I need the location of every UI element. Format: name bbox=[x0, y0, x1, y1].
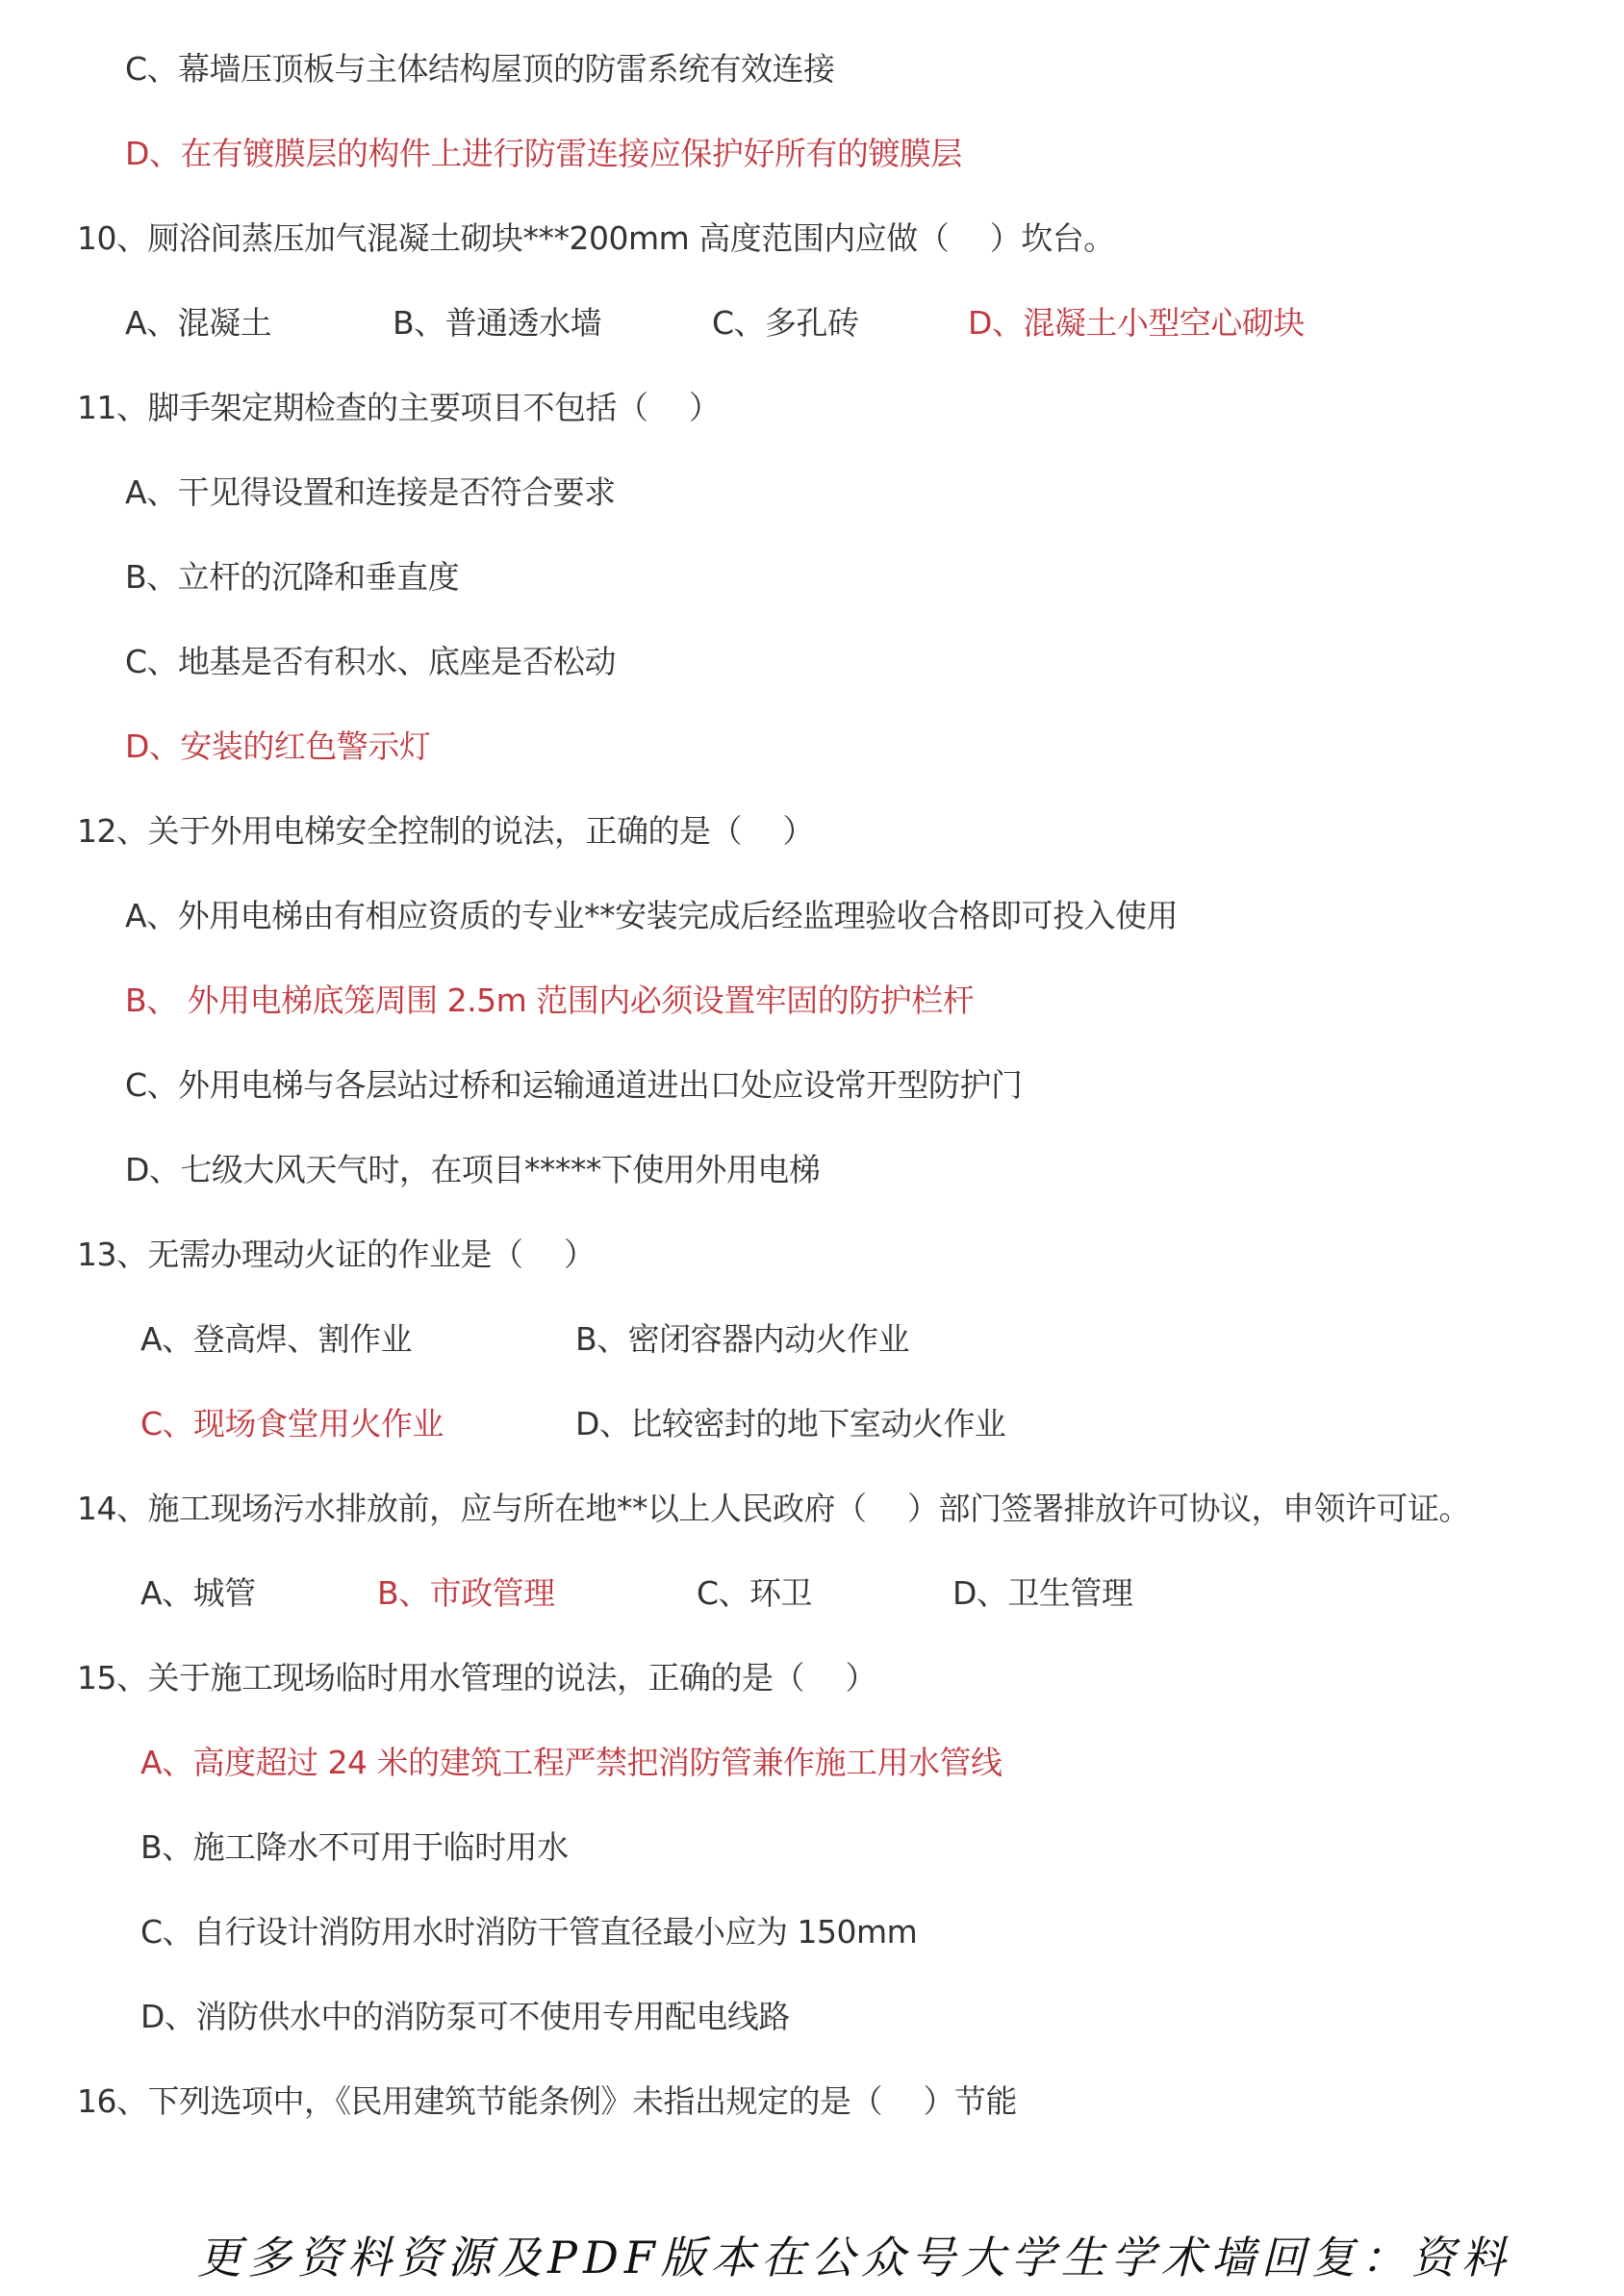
q10-option-b: B、普通透水墙 bbox=[393, 304, 602, 342]
q13-option-d: D、比较密封的地下室动火作业 bbox=[575, 1405, 1006, 1442]
question-11-stem: 11、脚手架定期检查的主要项目不包括（ ） bbox=[77, 389, 721, 426]
q14-option-c: C、环卫 bbox=[697, 1574, 813, 1612]
q11-option-b: B、立杆的沉降和垂直度 bbox=[125, 558, 460, 596]
q15-option-c: C、自行设计消防用水时消防干管直径最小应为 150mm bbox=[140, 1913, 918, 1951]
q11-option-a: A、干见得设置和连接是否符合要求 bbox=[125, 473, 616, 511]
q11-option-c: C、地基是否有积水、底座是否松动 bbox=[125, 643, 617, 680]
q12-option-d: D、七级大风天气时，在项目*****下使用外用电梯 bbox=[125, 1151, 821, 1188]
q14-option-d: D、卫生管理 bbox=[952, 1574, 1133, 1612]
q10-option-d-answer: D、混凝土小型空心砌块 bbox=[968, 304, 1305, 342]
q10-option-c: C、多孔砖 bbox=[712, 304, 859, 342]
question-13-stem: 13、无需办理动火证的作业是（ ） bbox=[77, 1236, 596, 1273]
q14-option-b-answer: B、市政管理 bbox=[377, 1574, 555, 1612]
q13-option-a: A、登高焊、割作业 bbox=[140, 1320, 413, 1358]
question-14-stem: 14、施工现场污水排放前，应与所在地**以上人民政府（ ）部门签署排放许可协议，申领许可证。 bbox=[77, 1490, 1470, 1527]
q12-option-a: A、外用电梯由有相应资质的专业**安装完成后经监理验收合格即可投入使用 bbox=[125, 897, 1179, 934]
question-16-stem: 16、下列选项中，《民用建筑节能条例》未指出规定的是（ ）节能 bbox=[77, 2082, 1017, 2120]
q15-option-d: D、消防供水中的消防泵可不使用专用配电线路 bbox=[140, 1998, 790, 2035]
q12-option-b-answer: B、 外用电梯底笼周围 2.5m 范围内必须设置牢固的防护栏杆 bbox=[125, 982, 975, 1019]
q14-option-a: A、城管 bbox=[140, 1574, 256, 1612]
q11-option-d-answer: D、安装的红色警示灯 bbox=[125, 727, 431, 765]
question-10-stem: 10、厕浴间蒸压加气混凝土砌块***200mm 高度范围内应做（ ）坎台。 bbox=[77, 219, 1115, 257]
q9-option-c: C、幕墙压顶板与主体结构屋顶的防雷系统有效连接 bbox=[125, 50, 835, 88]
q13-option-c-answer: C、现场食堂用火作业 bbox=[140, 1405, 444, 1442]
question-12-stem: 12、关于外用电梯安全控制的说法，正确的是（ ） bbox=[77, 812, 814, 850]
question-15-stem: 15、关于施工现场临时用水管理的说法，正确的是（ ） bbox=[77, 1659, 876, 1696]
footer-promo-text: 更多资料资源及PDF版本在公众号大学生学术墙回复：资料 bbox=[197, 2232, 1511, 2283]
q15-option-b: B、施工降水不可用于临时用水 bbox=[140, 1828, 569, 1866]
q15-option-a-answer: A、高度超过 24 米的建筑工程严禁把消防管兼作施工用水管线 bbox=[140, 1744, 1002, 1781]
q13-option-b: B、密闭容器内动火作业 bbox=[575, 1320, 910, 1358]
q9-option-d-answer: D、在有镀膜层的构件上进行防雷连接应保护好所有的镀膜层 bbox=[125, 135, 962, 172]
q10-option-a: A、混凝土 bbox=[125, 304, 272, 342]
q12-option-c: C、外用电梯与各层站过桥和运输通道进出口处应设常开型防护门 bbox=[125, 1066, 1023, 1104]
